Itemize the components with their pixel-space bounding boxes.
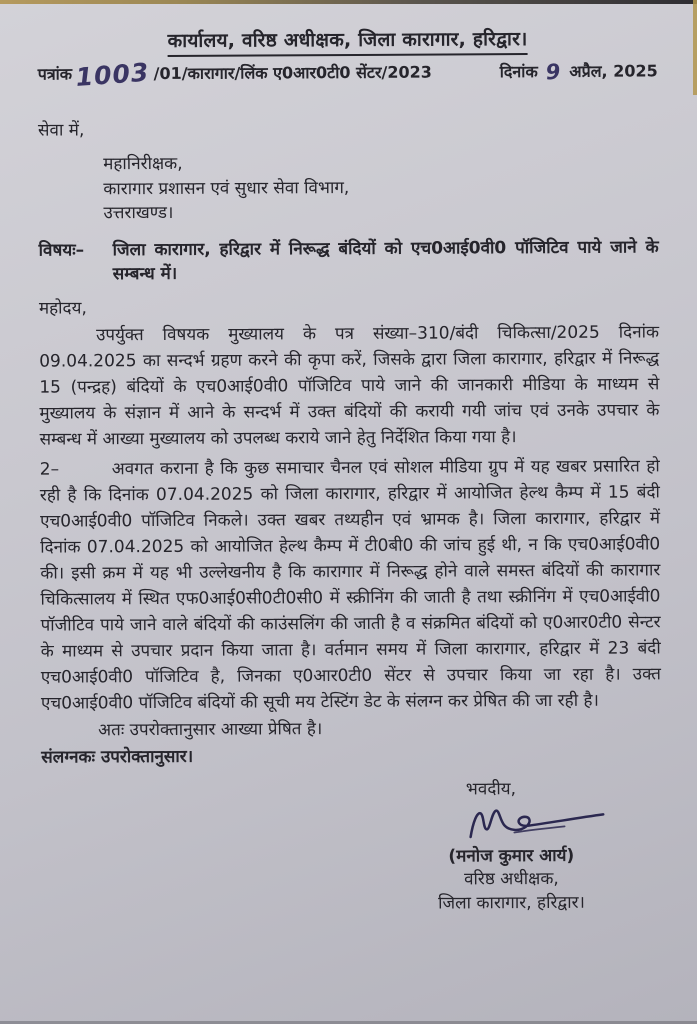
enclosure-line: संलग्नकः उपरोक्तानुसार। — [41, 746, 194, 768]
signatory-designation: वरिष्ठ अधीक्षक, — [463, 868, 559, 890]
signature-block — [378, 777, 644, 916]
paragraph-1: उपर्युक्त विषयक मुख्यालय के पत्र संख्या–310/बंदी चिकित्सा/2025 दिनांक 09.04.2025 का सन्दर्भ ग्रहण करने की कृपा करें, जिसके द्वारा जिला कारागार, हरिद्वार में निरूद्ध 15 (पन्द्रह) बंदियों के एच0आई0वी0 पॉजिटिव पाये जाने की जानकारी मीडिया के माध्यम से मुख्यालय के संज्ञान में आने के सन्दर्भ में उक्त बंदियों की करायी गयी जांच एवं उनके उपचार के सम्बन्ध में आख्या मुख्यालय को उपलब्ध कराये जाने हेतु निर्देशित किया गया है। — [39, 321, 660, 450]
subject-row — [39, 235, 659, 286]
handwritten-letter-number: 1003 — [75, 57, 151, 92]
signature-scribble — [439, 803, 624, 846]
addressee-line: महानिरीक्षक, — [103, 153, 183, 175]
letter-date — [499, 59, 658, 85]
letterhead — [37, 24, 657, 57]
handwritten-date-day: 9 — [544, 59, 563, 85]
salutation: महोदय, — [38, 297, 87, 319]
closing-line: अतः उपरोक्तानुसार आख्या प्रेषित है। — [98, 718, 323, 740]
addressee-line: कारागार प्रशासन एवं सुधार सेवा विभाग, — [103, 177, 350, 199]
subject-label: विषयः– — [38, 239, 85, 261]
addressee-line: उत्तराखण्ड। — [103, 202, 174, 224]
signatory-office: जिला कारागार, हरिद्वार। — [438, 892, 586, 914]
valediction: भवदीय, — [465, 778, 517, 799]
letter-number — [37, 57, 500, 92]
office-title: कार्यालय, वरिष्ठ अधीक्षक, जिला कारागार, हरिद्वार। — [168, 25, 528, 57]
signatory-name: (मनोज कुमार आर्य) — [448, 845, 575, 866]
paragraph-2-text: अवगत कराना है कि कुछ समाचार चैनल एवं सोशल मीडिया ग्रुप में यह खबर प्रसारित हो रही है कि दिनांक 07.04.2025 को जिला कारागार, हरिद्वार में आयोजित हेल्थ कैम्प में 15 बंदी एच0आई0वी0 पॉजिटिव निकले। उक्त खबर तथ्यहीन एवं भ्रामक है। जिला कारागार, हरिद्वार में दिनांक 07.04.2025 को आयोजित हेल्थ कैम्प में टी0बी0 की जांच हुई थी, न कि एच0आई0वी0 की। इसी क्रम में यह भी उल्लेखनीय है कि कारागार में निरूद्ध होने वाले समस्त बंदियों की कारागार चिकित्सालय में स्थित एफ0आई0सी0टी0सी0 में स्क्रीनिंग की जाती है तथा स्क्रीनिंग में एच0आईवी0 पॉजीटिव पाये जाने वाले बंदियों की काउंसलिंग की जाती है व संक्रमित बंदियों को ए0आर0टी0 सेन्टर के माध्यम से उपचार प्रदान किया जाता है। वर्तमान समय में जिला कारागार, हरिद्वार में 23 बंदी एच0आई0वी0 पॉजिटिव है, जिनका ए0आर0टी0 सेंटर से उपचार किया जा रहा है। उक्त एच0आई0वी0 पॉजिटिव बंदियों की सूची मय टेस्टिंग डेट के संलग्न कर प्रेषित की जा रही है। — [39, 455, 661, 714]
subject-text: जिला कारागार, हरिद्वार में निरूद्ध बंदियों को एच0आई0वी0 पॉजिटिव पाये जाने के सम्बन्ध में। — [112, 236, 659, 284]
reference-line — [37, 57, 658, 92]
paragraph-2 — [40, 453, 661, 716]
paragraph-2-number: 2– — [39, 459, 60, 480]
date-label: दिनांक — [499, 62, 538, 82]
to-line: सेवा में, — [37, 120, 85, 141]
letter-number-label: पत्रांक — [37, 64, 73, 84]
letter-number-rest: /01/कारागार/लिंक ए0आर0टी0 सेंटर/2023 — [153, 62, 432, 84]
addressee-block — [103, 149, 658, 225]
date-rest: अप्रैल, 2025 — [569, 61, 658, 81]
